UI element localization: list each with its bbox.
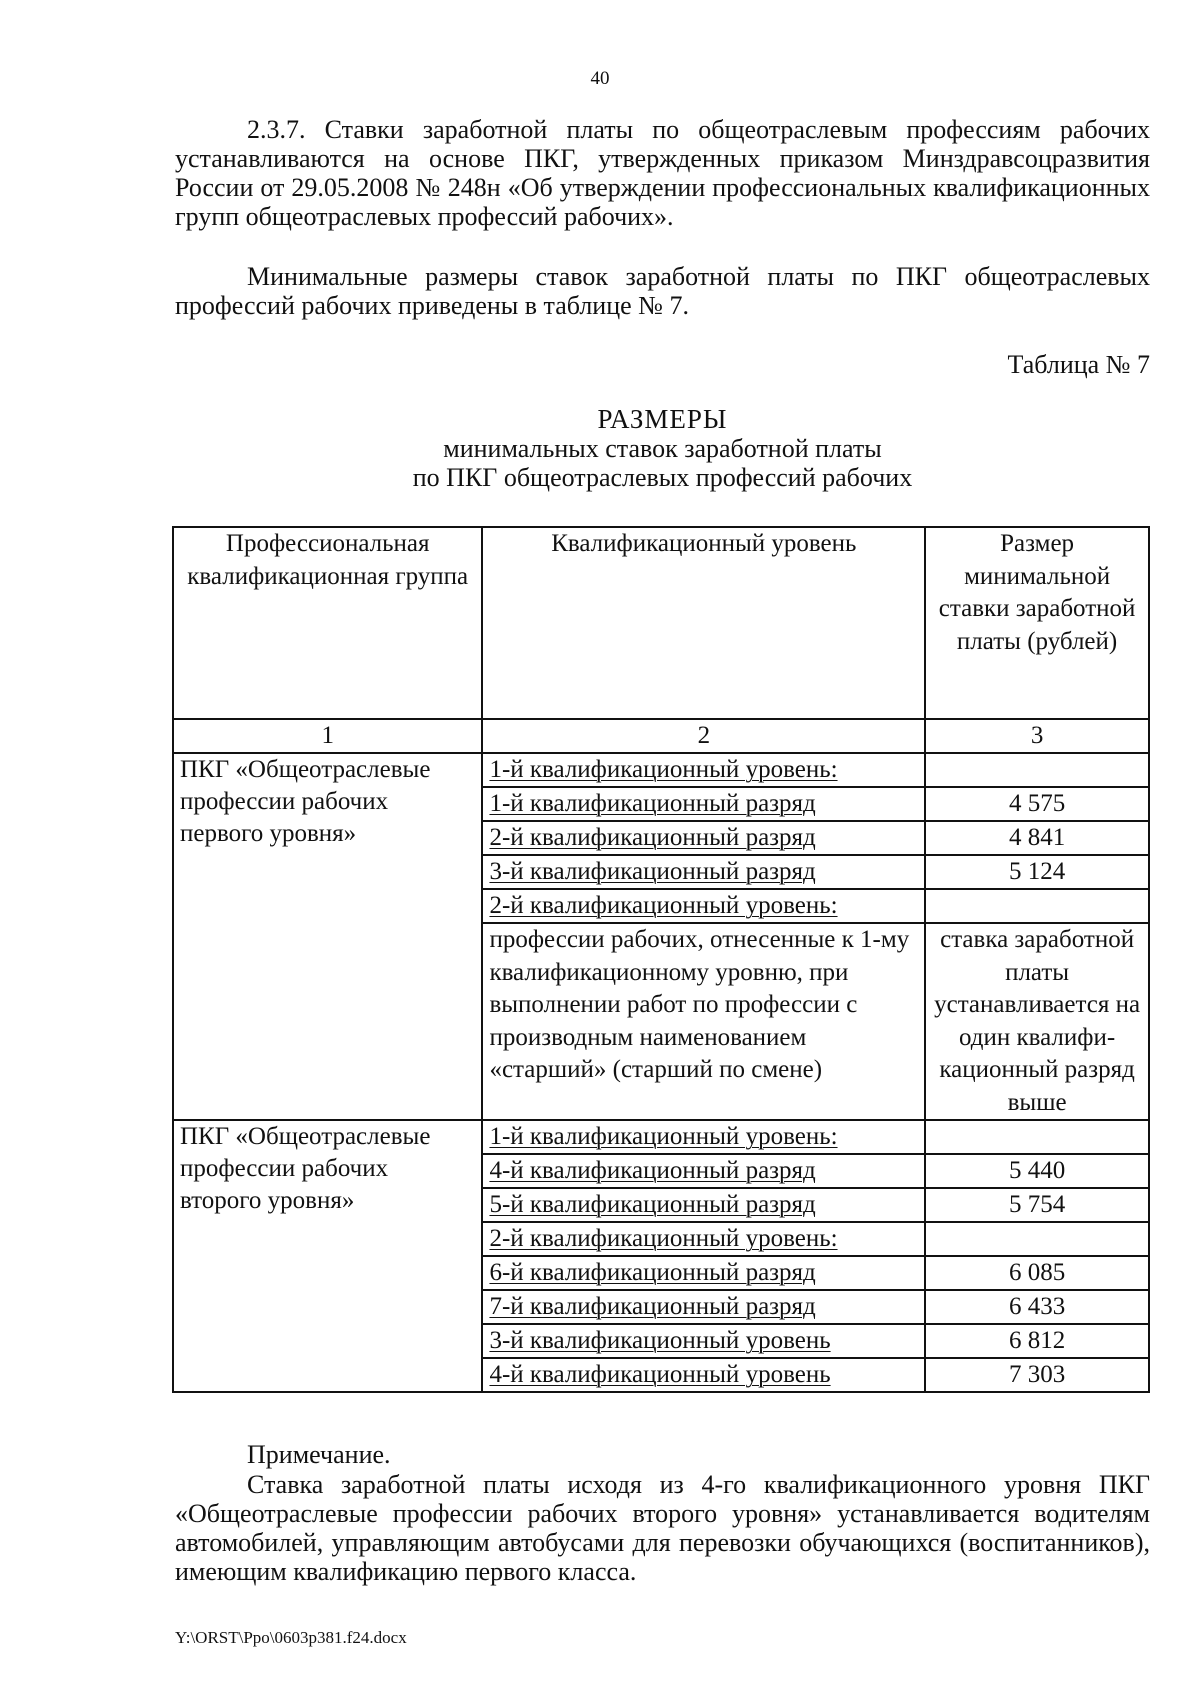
- table-row: [173, 753, 1149, 787]
- level-cell: 5-й квалификационный разряд: [482, 1188, 925, 1222]
- column-number: 3: [925, 719, 1149, 753]
- title-main: РАЗМЕРЫ: [597, 404, 728, 434]
- group-1-name: ПКГ «Общеотраслевые профессии рабочих первого уровня»: [173, 753, 482, 1120]
- special-level-cell: профессии рабочих, отнесенные к 1-му квалификационному уровню, при выполнении работ по профессии с производным наименованием «старший» (старший по смене): [482, 923, 925, 1120]
- level-cell: 3-й квалификационный уровень: [482, 1324, 925, 1358]
- special-value-cell: ставка заработной платы устанавливается на один квалифи-кационный разряд выше: [925, 923, 1149, 1120]
- title-line-2: минимальных ставок заработной платы: [443, 434, 882, 463]
- level-cell: 2-й квалификационный уровень:: [482, 1222, 925, 1256]
- note-text: Ставка заработной платы исходя из 4-го квалификационного уровня ПКГ «Общеотраслевые профессии рабочих второго уровня» устанавливается водителям автомобилей, управляющим автобусами для перевозки обучающихся (воспитанников), имеющим квалификацию первого класса.: [175, 1470, 1150, 1586]
- value-cell: 5 440: [925, 1154, 1149, 1188]
- column-number-row: [173, 719, 1149, 753]
- value-cell: 5 124: [925, 855, 1149, 889]
- value-cell: 7 303: [925, 1358, 1149, 1392]
- value-cell: 6 085: [925, 1256, 1149, 1290]
- paragraph-table-intro: Минимальные размеры ставок заработной платы по ПКГ общеотраслевых профессий рабочих приведены в таблице № 7.: [175, 262, 1150, 320]
- table-title: [175, 405, 1150, 492]
- page-number: 40: [590, 68, 610, 89]
- header-group: Профессиональная квалификационная группа: [173, 527, 482, 719]
- level-cell: 4-й квалификационный разряд: [482, 1154, 925, 1188]
- value-cell: 4 575: [925, 787, 1149, 821]
- value-cell: [925, 889, 1149, 923]
- value-cell: [925, 753, 1149, 787]
- value-cell: 5 754: [925, 1188, 1149, 1222]
- note-label: Примечание.: [247, 1440, 391, 1469]
- paragraph-2-3-7: 2.3.7. Ставки заработной платы по общеотраслевым профессиям рабочих устанавливаются на основе ПКГ, утвержденных приказом Минздравсоцразвития России от 29.05.2008 № 248н «Об утверждении профессиональных квалификационных групп общеотраслевых профессий рабочих».: [175, 115, 1150, 231]
- column-number: 2: [482, 719, 925, 753]
- value-cell: 6 433: [925, 1290, 1149, 1324]
- value-cell: [925, 1120, 1149, 1154]
- value-cell: 6 812: [925, 1324, 1149, 1358]
- level-cell: 4-й квалификационный уровень: [482, 1358, 925, 1392]
- footer-file-path: Y:\ORST\Ppo\0603p381.f24.docx: [175, 1628, 407, 1647]
- level-cell: 1-й квалификационный уровень:: [482, 753, 925, 787]
- level-cell: 3-й квалификационный разряд: [482, 855, 925, 889]
- header-level: Квалификационный уровень: [482, 527, 925, 719]
- level-cell: 1-й квалификационный разряд: [482, 787, 925, 821]
- level-cell: 2-й квалификационный разряд: [482, 821, 925, 855]
- value-cell: 4 841: [925, 821, 1149, 855]
- rates-table: [172, 526, 1150, 1393]
- group-2-name: ПКГ «Общеотраслевые профессии рабочих второго уровня»: [173, 1120, 482, 1392]
- level-cell: 7-й квалификационный разряд: [482, 1290, 925, 1324]
- title-line-3: по ПКГ общеотраслевых профессий рабочих: [412, 463, 913, 492]
- level-cell: 1-й квалификационный уровень:: [482, 1120, 925, 1154]
- value-cell: [925, 1222, 1149, 1256]
- level-cell: 6-й квалификационный разряд: [482, 1256, 925, 1290]
- header-rate: Размер минимальной ставки заработной платы (рублей): [925, 527, 1149, 719]
- level-cell: 2-й квалификационный уровень:: [482, 889, 925, 923]
- table-header-row: [173, 527, 1149, 719]
- column-number: 1: [173, 719, 482, 753]
- table-label: Таблица № 7: [1007, 350, 1150, 379]
- table-row: [173, 1120, 1149, 1154]
